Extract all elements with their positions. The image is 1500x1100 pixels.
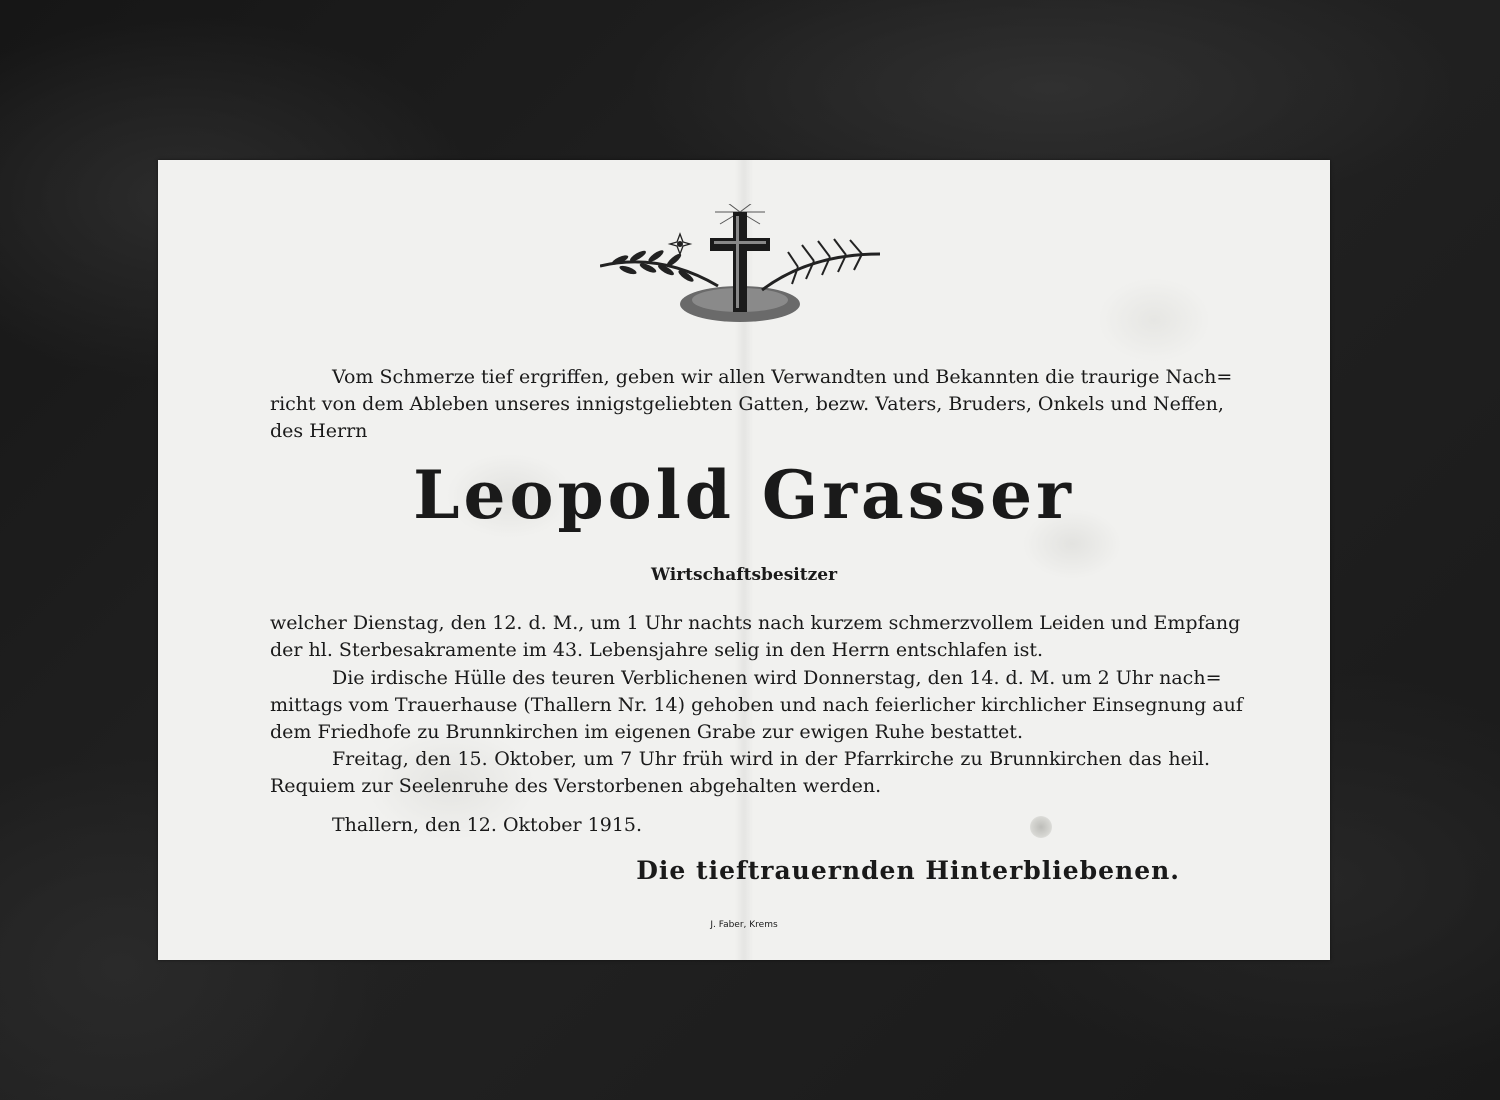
signature-line: Die tieftrauernden Hinterbliebenen. [636, 856, 1180, 885]
right-branch [762, 254, 880, 290]
requiem-line: Requiem zur Seelenruhe des Verstorbenen abgehalten werden. [270, 775, 882, 797]
requiem-paragraph [270, 746, 1210, 800]
printer-imprint: J. Faber, Krems [710, 920, 778, 930]
lily-flower [670, 234, 690, 254]
death-notice-card [158, 160, 1330, 960]
funeral-line: dem Friedhofe zu Brunnkirchen im eigenen Grabe zur ewigen Ruhe bestattet. [270, 721, 1023, 743]
intro-line: des Herrn [270, 420, 368, 442]
place-and-date: Thallern, den 12. Oktober 1915. [332, 814, 643, 836]
intro-line: Vom Schmerze tief ergriffen, geben wir allen Verwandten und Bekannten die traurige Nach= [332, 366, 1233, 388]
cross-with-palm-branches-icon [600, 204, 880, 334]
funeral-line: mittags vom Trauerhause (Thallern Nr. 14) gehoben und nach feierlicher kirchlicher Einsegnung auf [270, 694, 1243, 716]
paper-stain [1030, 816, 1052, 838]
deceased-name: Leopold Grasser [413, 456, 1075, 534]
death-paragraph [270, 610, 1241, 664]
death-line: welcher Dienstag, den 12. d. M., um 1 Uhr nachts nach kurzem schmerzvollem Leiden und Empfang [270, 612, 1241, 634]
funeral-paragraph [270, 665, 1243, 746]
death-line: der hl. Sterbesakramente im 43. Lebensjahre selig in den Herrn entschlafen ist. [270, 639, 1044, 661]
funeral-line: Die irdische Hülle des teuren Verblichenen wird Donnerstag, den 14. d. M. um 2 Uhr nach= [332, 667, 1222, 689]
intro-line: richt von dem Ableben unseres innigstgeliebten Gatten, bezw. Vaters, Bruders, Onkels und Neffen, [270, 393, 1224, 415]
intro-paragraph [270, 364, 1233, 445]
deceased-occupation: Wirtschaftsbesitzer [650, 565, 838, 585]
requiem-line: Freitag, den 15. Oktober, um 7 Uhr früh wird in der Pfarrkirche zu Brunnkirchen das heil. [332, 748, 1210, 770]
